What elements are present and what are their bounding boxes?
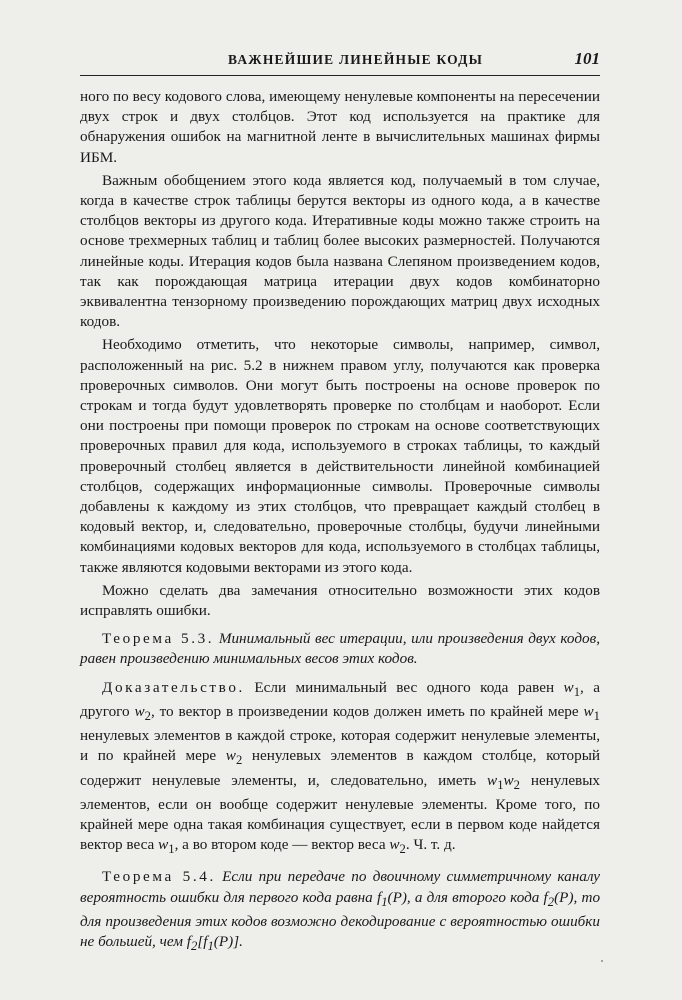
running-title: ВАЖНЕЙШИЕ ЛИНЕЙНЫЕ КОДЫ (228, 52, 484, 67)
paragraph-4: Можно сделать два замечания относительно возможности этих кодов исправлять ошибки. (80, 581, 600, 620)
paragraph-2: Важным обобщением этого кода является код, получаемый в том случае, когда в качестве строк таблицы берутся векторы из одного кода, а в качестве столбцов векторы из другого кода. Итеративные коды можно также строить на основе трехмерных таблиц и таблиц более высоких размерностей. Получаются линейные коды. Итерация кодов была названа Слепяном произведением кодов, так как порождающая матрица итерации двух кодов комбинаторно эквивалентна тензорному произведению порождающих матриц двух исходных кодов. (80, 171, 600, 331)
math-arg: (P) (387, 888, 407, 906)
proof-label: Доказательство. (102, 678, 245, 696)
proof-paragraph (80, 678, 600, 860)
math-bracket: [ (197, 933, 204, 951)
proof-text-5: ненулевых элементов в каждом столбце, который содержит ненулевые элементы, и, следовательно, иметь (80, 747, 601, 789)
math-w: w (487, 771, 498, 789)
page-number: 101 (574, 49, 600, 68)
math-subscript: 1 (381, 894, 388, 909)
page-speck (601, 960, 603, 962)
theorem-5-4 (80, 867, 600, 956)
page-body (80, 87, 600, 959)
math-w: w (503, 771, 514, 789)
math-subscript: 2 (547, 894, 555, 909)
theorem-5-4-text-3: , то для произведения этих кодов возможно декодирование с вероятностью ошибки не большей, чем (80, 888, 601, 951)
proof-text-6: ненулевых элементов, если он вообще содержит ненулевые элементы. Кроме того, по крайней мере одна такая комбинация существует, если в первом коде найдется вектор веса (80, 771, 601, 854)
math-w: w (583, 702, 594, 720)
math-subscript: 2 (144, 708, 151, 723)
math-w: w (134, 702, 145, 720)
math-arg: (P)]. (213, 933, 243, 951)
math-w: w (158, 836, 169, 854)
paragraph-1: ного по весу кодового слова, имеющему ненулевые компоненты на пересечении двух строк и двух столбцов. Этот код используется на практике для обнаружения ошибок на магнитной ленте в вычислительных машинах фирмы ИБМ. (80, 88, 600, 166)
math-subscript: 1 (207, 939, 214, 954)
header-rule (80, 75, 600, 76)
proof-text-2: , а другого (80, 678, 600, 720)
theorem-5-4-label: Теорема 5.4. (102, 868, 216, 886)
proof-text-8: . Ч. т. д. (405, 836, 456, 854)
theorem-5-3-label: Теорема 5.3. (102, 630, 215, 648)
page-header (80, 50, 600, 74)
theorem-5-4-text-2: , а для второго кода (406, 888, 540, 906)
proof-text-1: Если минимальный вес одного кода равен (254, 678, 555, 696)
math-f: f (203, 933, 208, 951)
math-subscript: 2 (513, 777, 520, 792)
paragraph-3: Необходимо отметить, что некоторые символы, например, символ, расположенный на рис. 5.2 в нижнем правом углу, получаются как проверка проверочных символов. Они могут быть построены на основе проверок по строкам и тогда будут удовлетворять проверке по столбцам и наоборот. Если они построены при помощи проверок по строкам на основе соответствующих проверочных правил для кода, используемого в строках таблицы, то каждый проверочный столбец является в действительности линейной комбинацией столбцов, содержащих информационные символы. Проверочные символы добавлены к каждому из этих столбцов, что превращает каждый столбец в кодовый вектор, и, следовательно, проверочные столбцы, будучи линейными комбинациями кодовых векторов для кода, используемого в столбцах таблицы, также являются кодовыми векторами из этого кода. (80, 336, 600, 576)
theorem-5-4-text-1: Если при передаче по двоичному симметричному каналу вероятность ошибки для первого кода равна (80, 868, 600, 906)
math-subscript: 1 (168, 842, 175, 857)
math-f: f (543, 888, 548, 906)
math-subscript: 1 (593, 708, 600, 723)
proof-text-4: ненулевых элементов в каждой строке, которая содержит ненулевые элементы, и по крайней мере (80, 727, 600, 765)
math-subscript: 2 (190, 939, 198, 954)
math-subscript: 1 (573, 684, 581, 699)
math-f: f (186, 933, 191, 951)
math-subscript: 2 (235, 753, 243, 768)
proof-text-7: , а во втором коде — вектор веса (174, 836, 386, 854)
theorem-5-3 (80, 629, 600, 669)
math-subscript: 2 (399, 842, 406, 857)
math-f: f (376, 888, 382, 906)
math-w: w (389, 836, 400, 854)
theorem-5-3-statement: Минимальный вес итерации, или произведения двух кодов, равен произведению минимальных весов этих кодов. (80, 630, 600, 668)
math-arg: (P) (554, 888, 574, 906)
math-subscript: 1 (497, 777, 504, 792)
proof-text-3: , то вектор в произведении кодов должен иметь по крайней мере (150, 702, 579, 720)
math-w: w (563, 678, 574, 696)
math-w: w (225, 747, 236, 765)
